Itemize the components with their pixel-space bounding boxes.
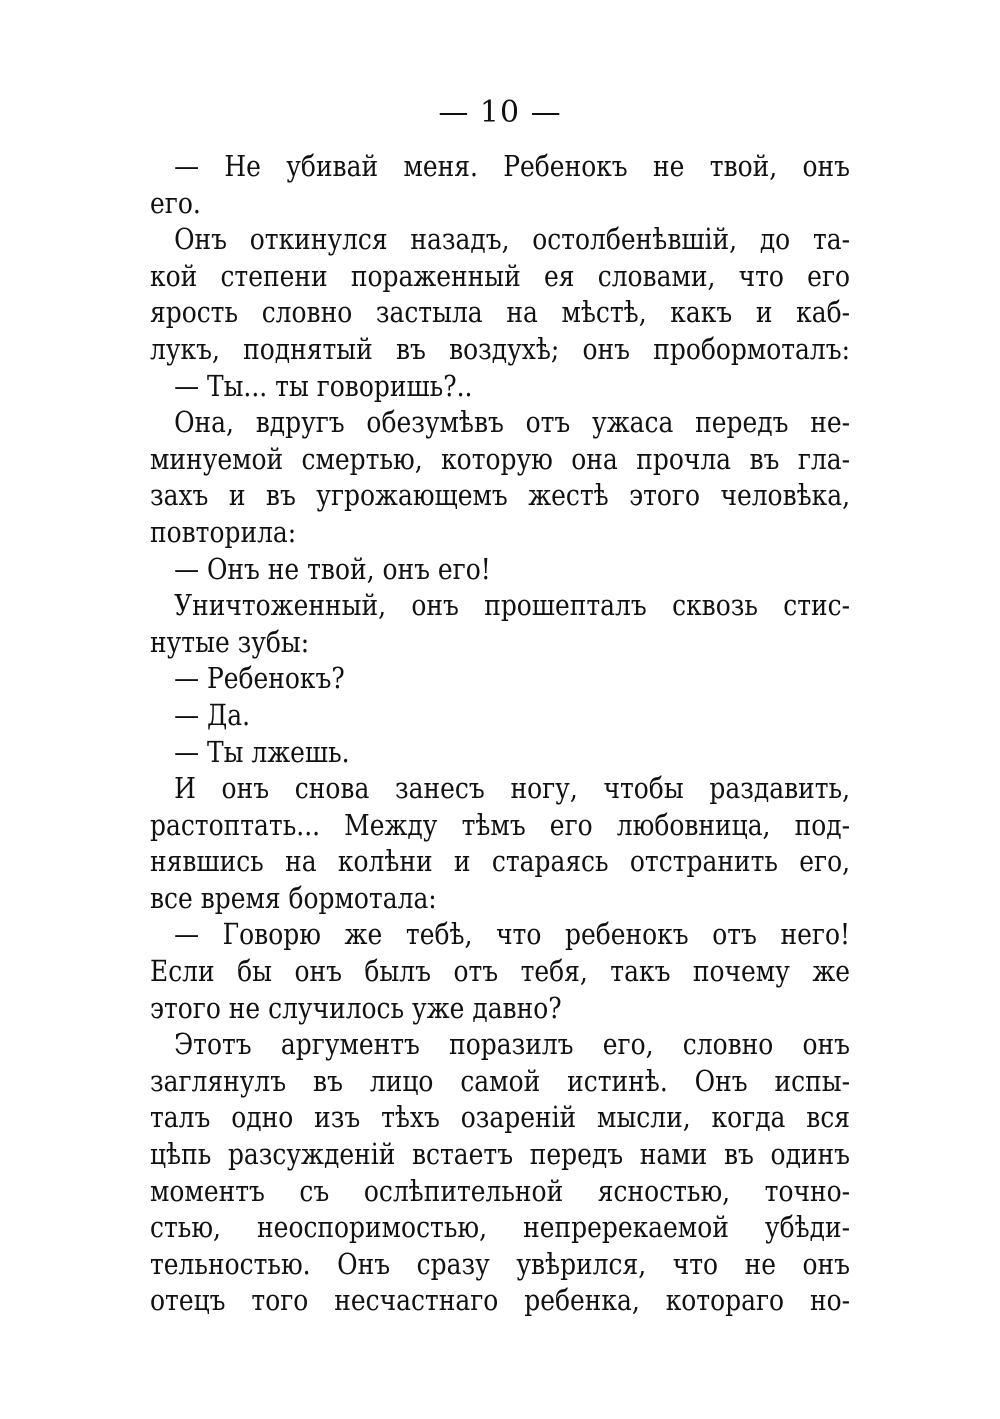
text-line: — Ребенокъ? [174,661,345,696]
text-line: его. [150,185,201,220]
text-line: Если бы онъ былъ отъ тебя, такъ почему же [150,954,851,989]
text-line: Онъ откинулся назадъ, остолбенѣвшiй, до та- [174,222,851,257]
text-line: ярость словно застыла на мѣстѣ, какъ и каб- [150,295,851,330]
text-line: этого не случилось уже давно? [150,990,562,1025]
text-line: отецъ того несчастнаго ребенка, котораго но- [150,1283,851,1318]
text-line: Этотъ аргументъ поразилъ его, словно онъ [174,1027,851,1062]
text-line: И онъ снова занесъ ногу, чтобы раздавить, [174,771,851,806]
text-line: — Онъ не твой, онъ его! [174,551,491,586]
text-line: нутые зубы: [150,624,310,659]
body-text [150,148,850,1319]
text-line: захъ и въ угрожающемъ жестѣ этого человѣка, [150,478,851,513]
text-line: минуемой смертью, которую она прочла въ гла- [150,441,851,476]
page-number: — 10 — [438,95,562,130]
text-line: — Не убивай меня. Ребенокъ не твой, онъ [174,149,851,183]
text-line: — Говорю же тебѣ, что ребенокъ отъ него! [174,917,851,952]
text-line: лукъ, поднятый въ воздухѣ; онъ пробормоталъ: [150,331,851,366]
text-line: все время бормотала: [150,880,437,915]
text-line: цѣпь разсужденiй встаетъ передъ нами въ одинъ [150,1137,851,1172]
text-line: — Ты... ты говоришь?.. [174,368,473,403]
text-line: нявшись на колѣни и стараясь отстранить его, [150,844,851,879]
text-line: Она, вдругъ обезумѣвъ отъ ужаса передъ не- [174,405,851,440]
text-line: заглянулъ въ лицо самой истинѣ. Онъ испы- [150,1063,851,1098]
text-line: талъ одно изъ тѣхъ озаренiй мысли, когда вся [150,1100,851,1135]
text-line: растоптать... Между тѣмъ его любовница, под- [150,807,851,842]
text-line: стью, неоспоримостью, непререкаемой убѣди- [150,1210,851,1245]
text-line: Уничтоженный, онъ прошепталъ сквозь стис- [174,588,851,623]
text-line: повторила: [150,514,297,549]
text-line: — Да. [174,697,251,732]
text-line: моментъ съ ослѣпительной ясностью, точно- [150,1173,851,1208]
text-line: кой степени пораженный ея словами, что его [150,258,851,293]
text-line: тельностью. Онъ сразу увѣрился, что не онъ [150,1246,851,1281]
text-line: — Ты лжешь. [174,734,350,769]
